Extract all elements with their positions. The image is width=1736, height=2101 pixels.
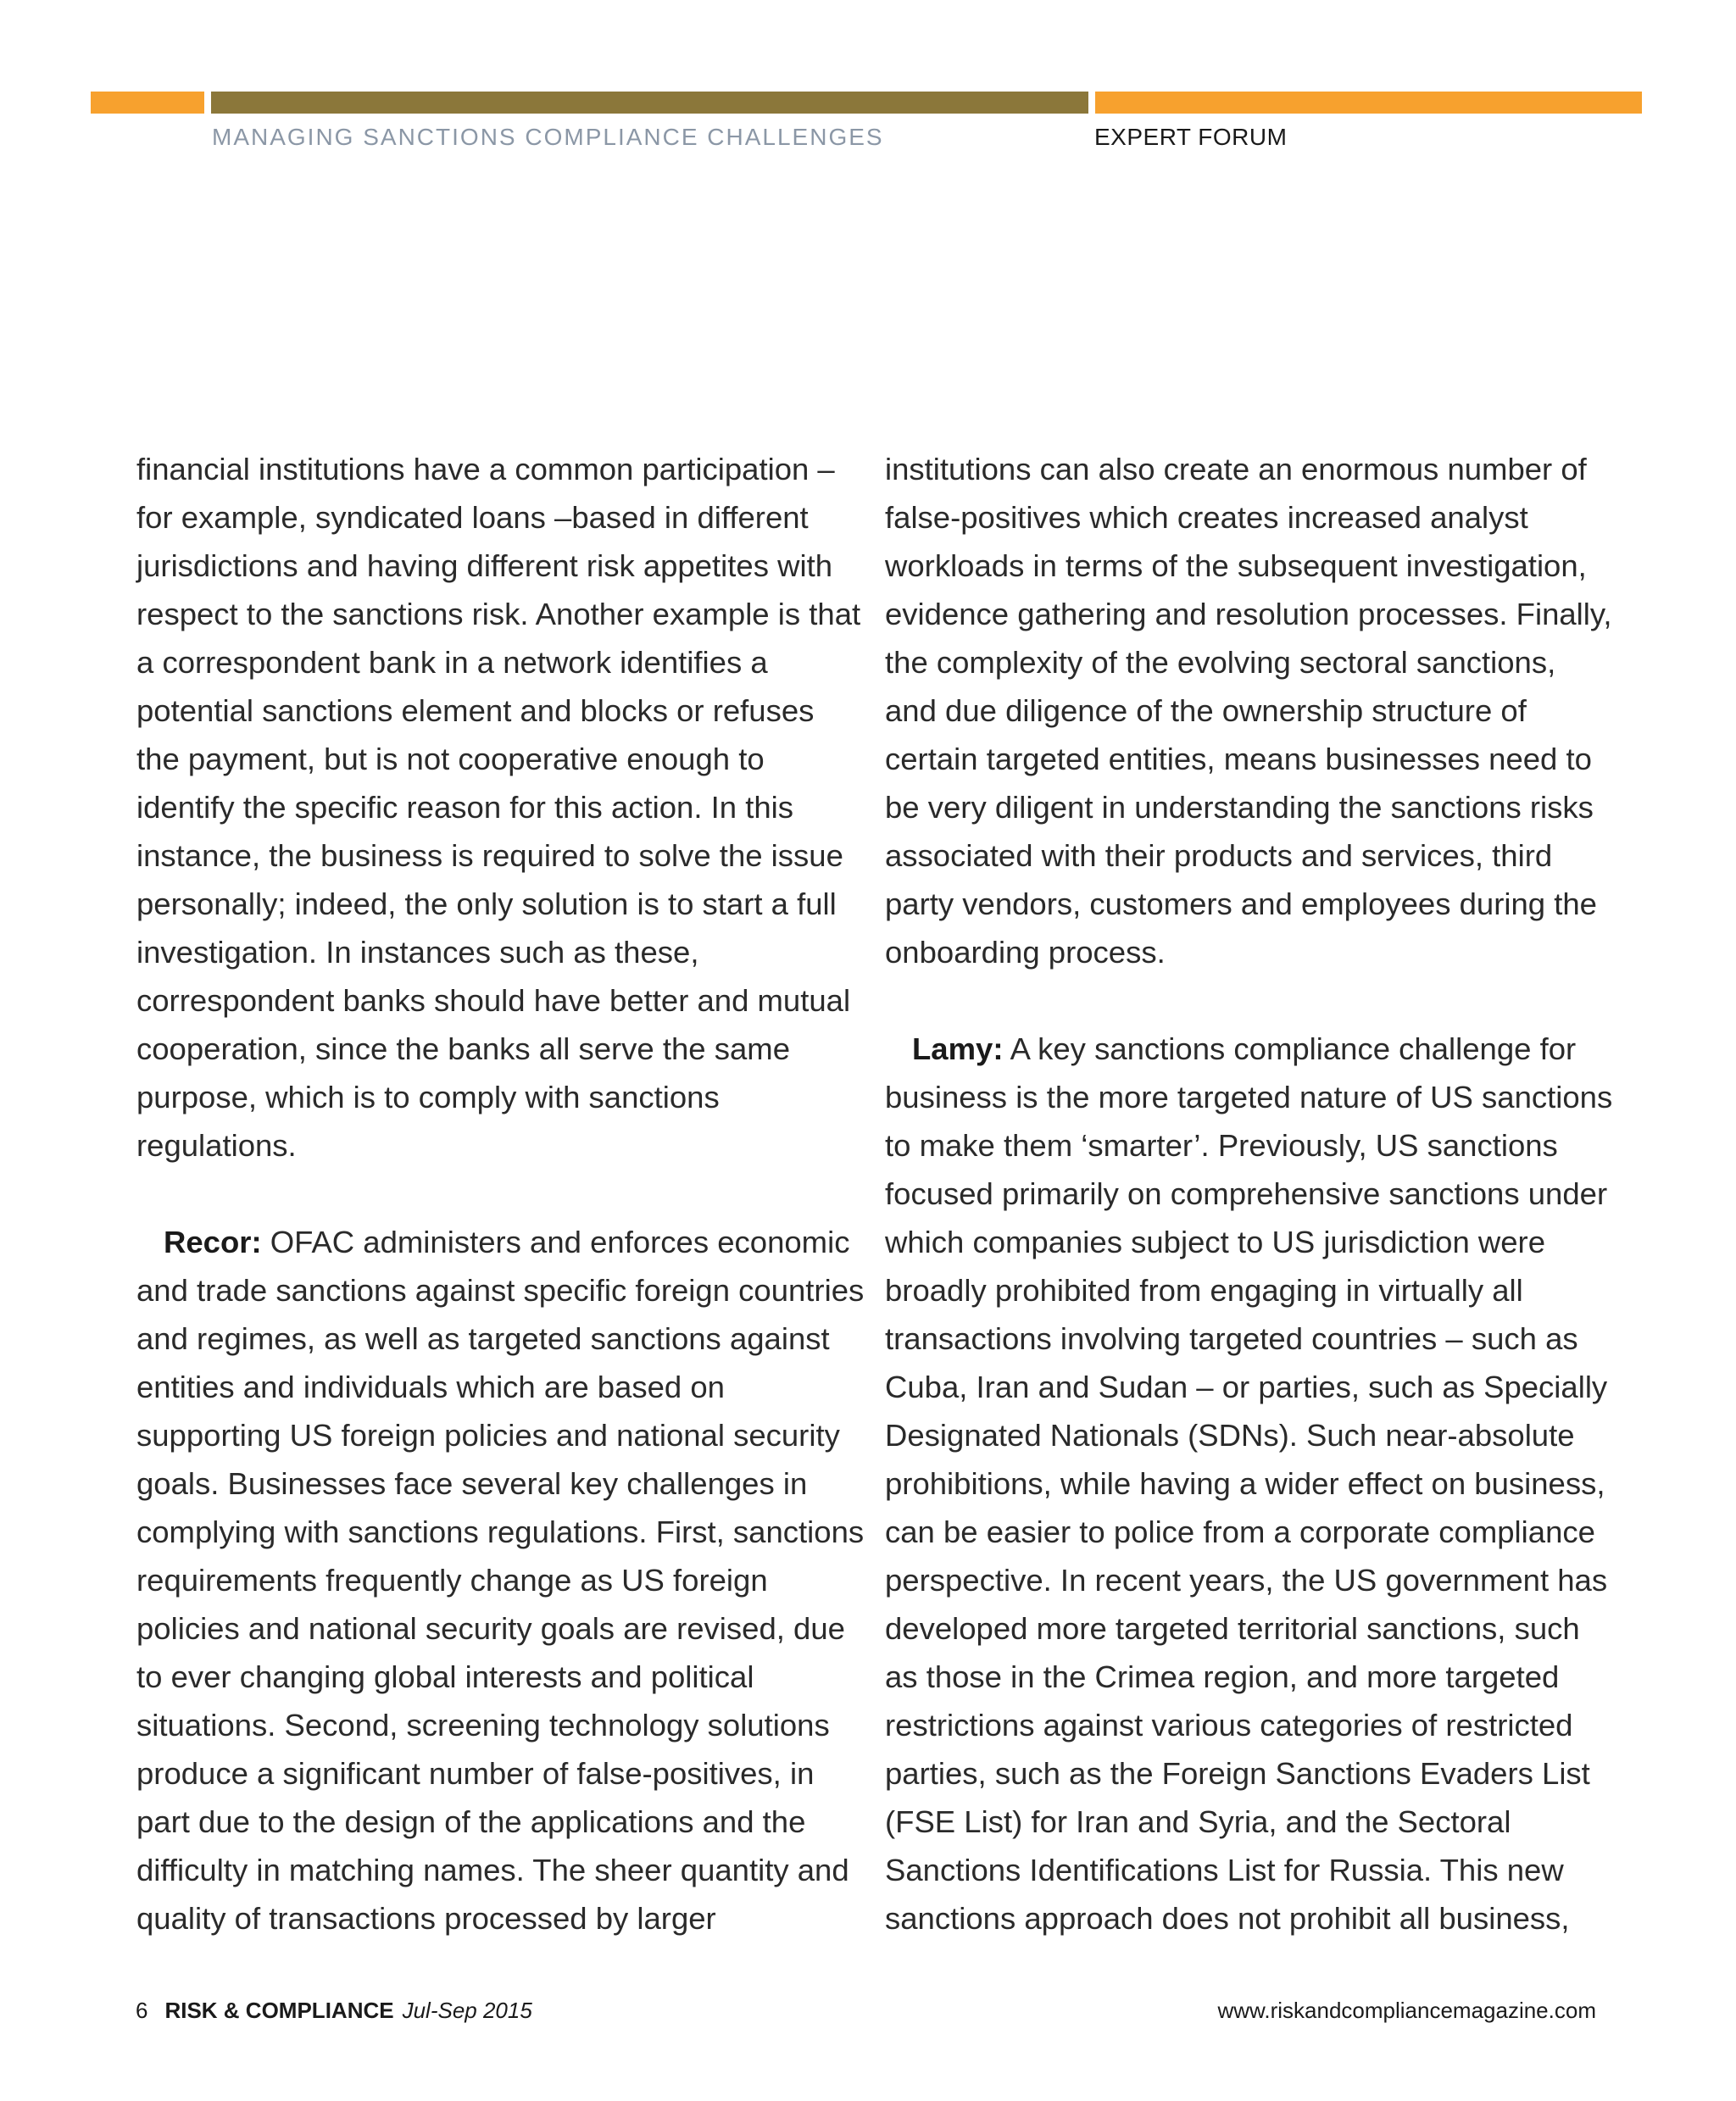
page-number: 6 [136,1998,148,2023]
magazine-name: RISK & COMPLIANCE [164,1998,394,2023]
right-paragraph-2-text: A key sanctions compliance challenge for business is the more targeted nature of US sanctions to make them ‘smarter’. Previously, US sanctions focused primarily on comprehensive sanctions under which companies subject to US jurisdiction were broadly prohibited from engaging in virtually all transactions involving targeted countries – such as Cuba, Iran and Sudan – or parties, such as Specially Designated Nationals (SDNs). Such near-absolute prohibitions, while having a wider effect on business, can be easier to police from a corporate compliance perspective. In recent years, the US government has developed more targeted territorial sanctions, such as those in the Crimea region, and more targeted restrictions against various categories of restricted parties, such as the Foreign Sanctions Evaders List (FSE List) for Iran and Syria, and the Sectoral Sanctions Identifications List for Russia. This new sanctions approach does not prohibit all business, [885,1031,1613,1936]
header-accent-bar-left [91,92,204,114]
header-accent-bar-middle [211,92,1088,114]
right-paragraph-1: institutions can also create an enormous number of false-positives which creates increased analyst workloads in terms of the subsequent investigation, evidence gathering and resolution processes. Finally, the complexity of the evolving sectoral sanctions, and due diligence of the ownership structure of certain targeted entities, means businesses need to be very diligent in understanding the sanctions risks associated with their products and services, third party vendors, customers and employees during the onboarding process. [885,452,1612,970]
speaker-name-recor: Recor: [164,1225,262,1259]
website-link[interactable]: www.riskandcompliancemagazine.com [1217,1998,1596,2023]
footer-publication [136,1998,532,2024]
right-paragraph-2 [885,1025,1614,1943]
section-title: MANAGING SANCTIONS COMPLIANCE CHALLENGES [212,124,884,150]
speaker-name-lamy: Lamy: [912,1031,1004,1066]
category-label: EXPERT FORUM [1094,124,1288,150]
left-paragraph-2-text: OFAC administers and enforces economic and trade sanctions against specific foreign countries and regimes, as well as targeted sanctions against entities and individuals which are based on supporting US foreign policies and national security goals. Businesses face several key challenges in complying with sanctions regulations. First, sanctions requirements frequently change as US foreign policies and national security goals are revised, due to ever changing global interests and political situations. Second, screening technology solutions produce a significant number of false-positives, in part due to the design of the applications and the difficulty in matching names. The sheer quantity and quality of transactions processed by larger [136,1225,865,1936]
left-column [136,445,865,1991]
left-paragraph-1: financial institutions have a common participation – for example, syndicated loans –based in different jurisdictions and having different risk appetites with respect to the sanctions risk. Another example is that a correspondent bank in a network identifies a potential sanctions element and blocks or refuses the payment, but is not cooperative enough to identify the specific reason for this action. In this instance, the business is required to solve the issue personally; indeed, the only solution is to start a full investigation. In instances such as these, correspondent banks should have better and mutual cooperation, since the banks all serve the same purpose, which is to comply with sanctions regulations. [136,452,861,1163]
right-column [885,445,1614,1991]
left-paragraph-2 [136,1218,865,1943]
header-accent-bar-right [1095,92,1642,114]
issue-date: Jul-Sep 2015 [402,1998,532,2023]
